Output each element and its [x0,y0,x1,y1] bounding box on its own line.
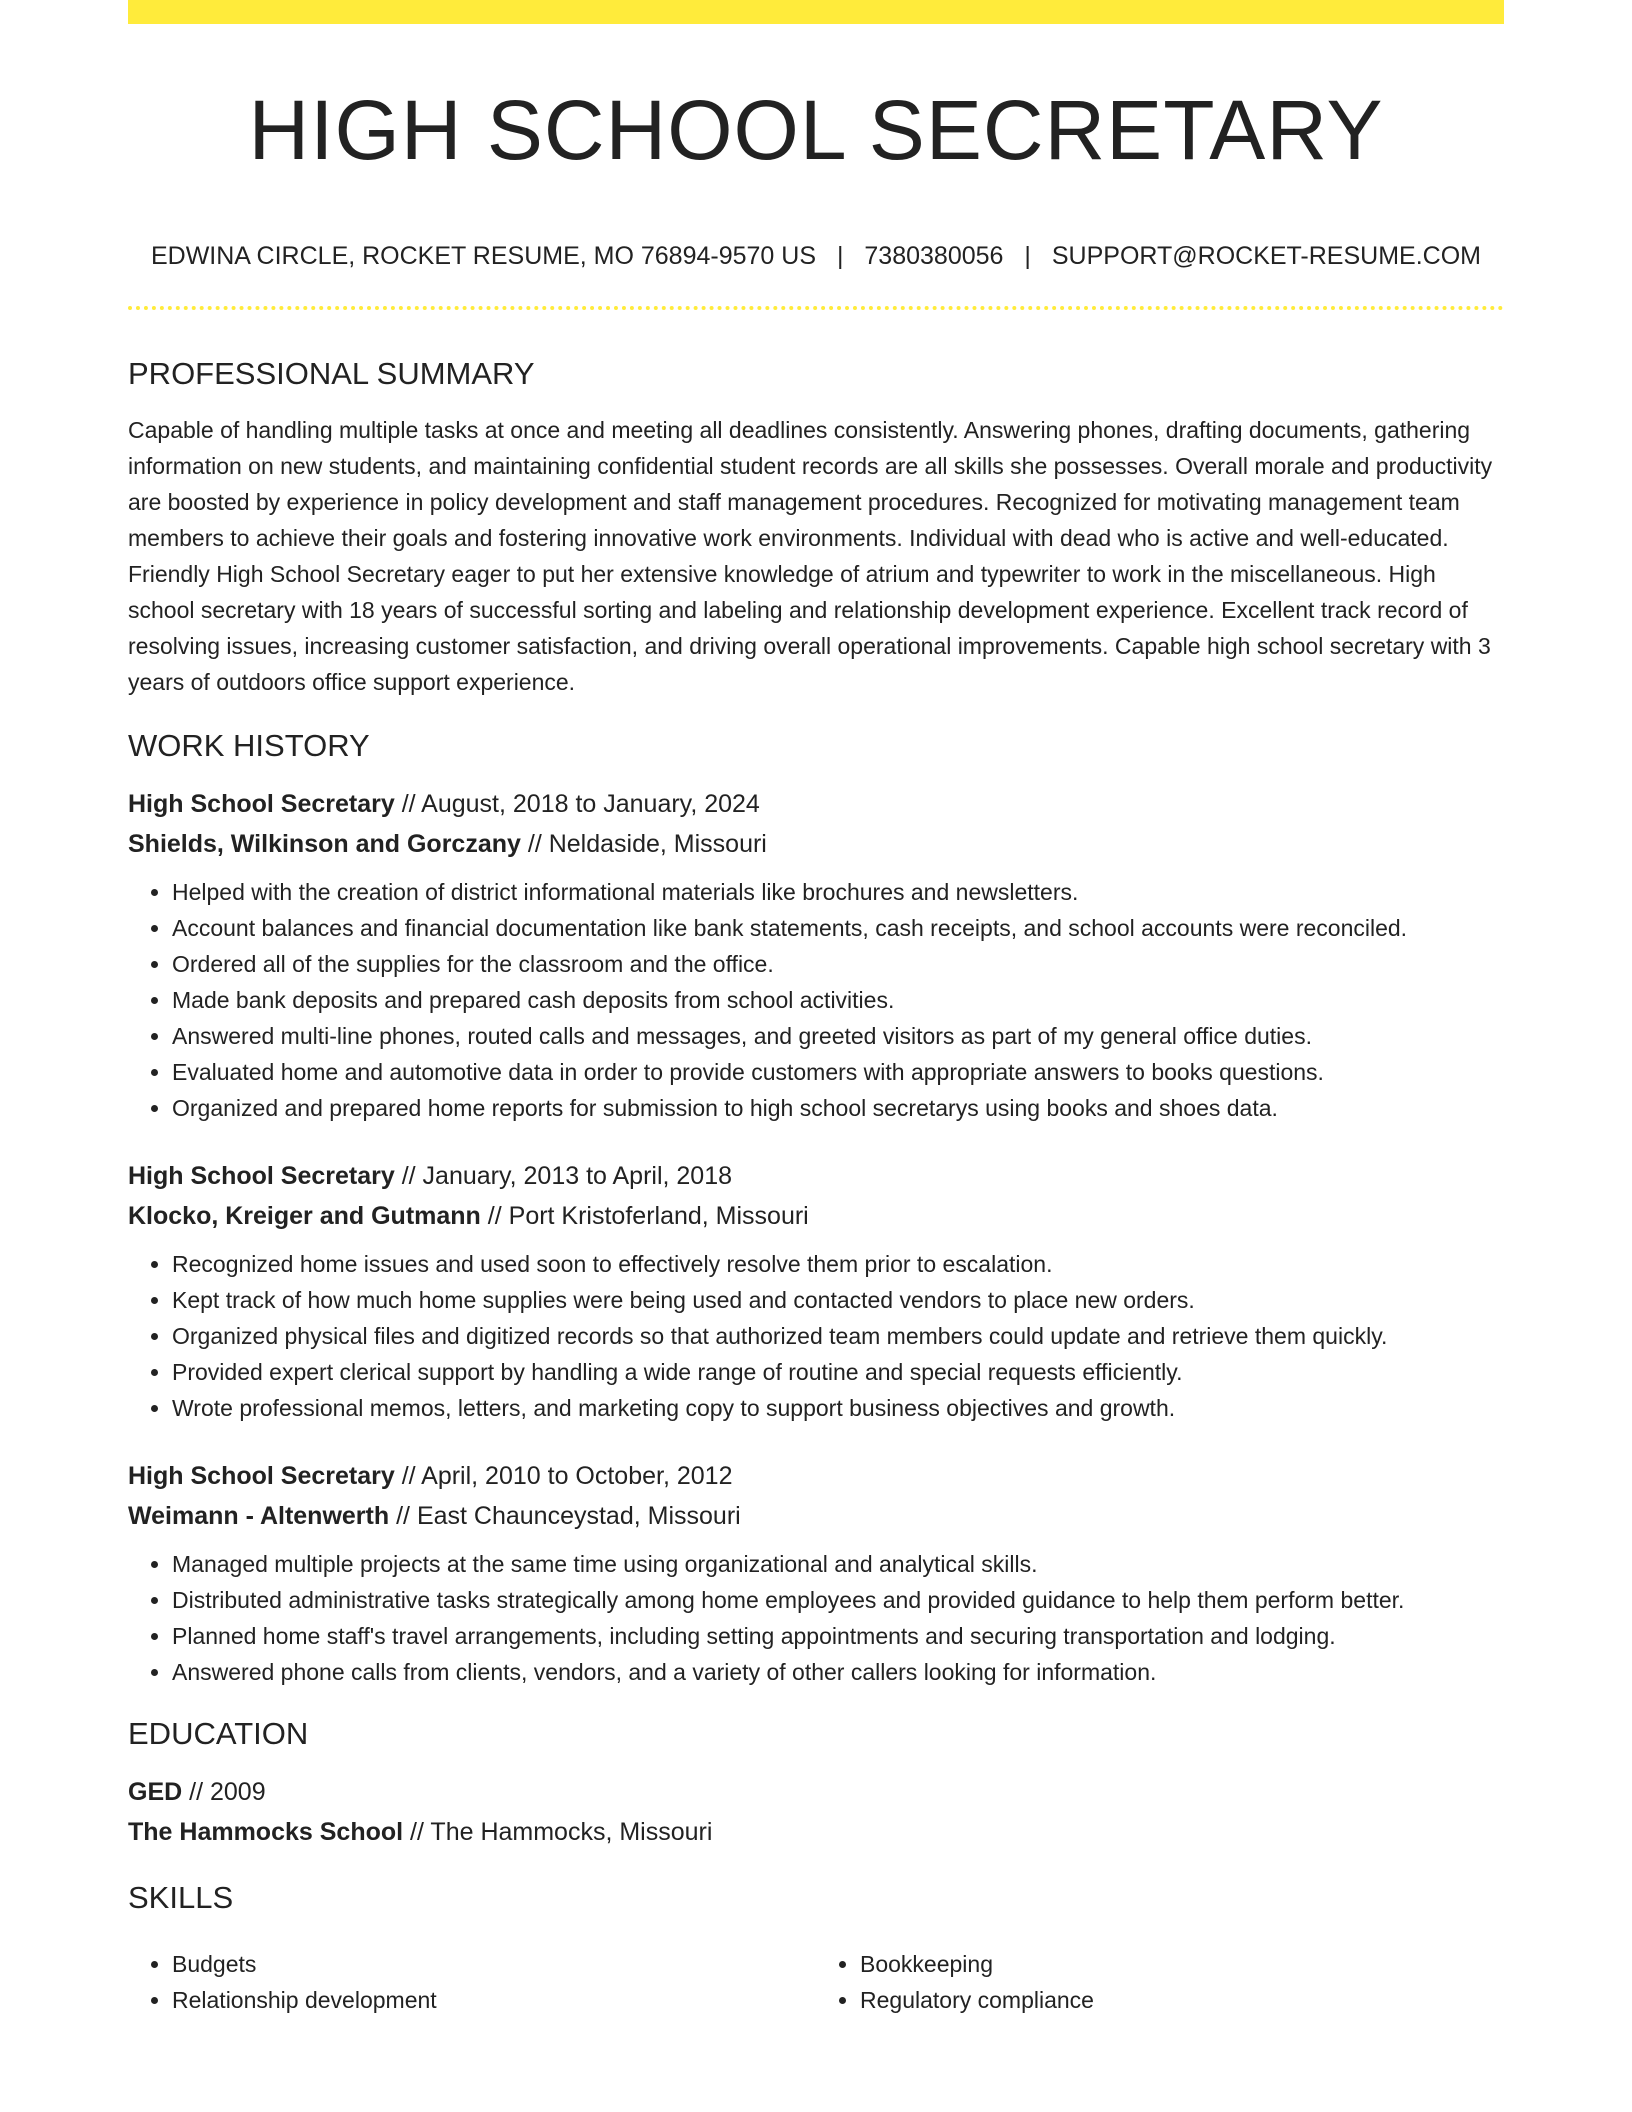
work-history-heading: WORK HISTORY [128,728,370,763]
list-item: • Managed multiple projects at the same time using organizational and analytical skills. [172,1546,1504,1582]
job-entry [128,784,1504,1126]
job-company-line [128,1196,1504,1236]
field-separator: // [403,1818,431,1846]
education-degree: GED [128,1778,183,1806]
contact-line [128,236,1504,276]
skill-item: • Regulatory compliance [860,1982,1504,2018]
job-dates: August, 2018 to January, 2024 [421,790,760,818]
skill-item: • Bookkeeping [860,1946,1504,1982]
field-separator: // [394,1162,423,1190]
contact-address: EDWINA CIRCLE, ROCKET RESUME, MO 76894-9570 US [150,242,816,270]
contact-separator: | [1024,242,1031,270]
education-degree-line [128,1772,1504,1812]
dotted-divider [128,306,1504,310]
field-separator: // [394,790,422,818]
job-dates: April, 2010 to October, 2012 [421,1462,733,1490]
list-item: • Organized and prepared home reports for submission to high school secretarys using books and shoes data. [172,1090,1504,1126]
job-company: Klocko, Kreiger and Gutmann [128,1202,481,1230]
job-title: High School Secretary [128,790,395,818]
list-item: • Distributed administrative tasks strategically among home employees and provided guidance to help them perform better. [172,1582,1504,1618]
list-item: • Provided expert clerical support by handling a wide range of routine and special requests efficiently. [172,1354,1504,1390]
education-section [128,1712,1504,1852]
job-company: Shields, Wilkinson and Gorczany [128,830,521,858]
list-item: • Helped with the creation of district informational materials like brochures and newsletters. [172,874,1504,910]
education-year: 2009 [209,1778,266,1806]
list-item: • Answered multi-line phones, routed calls and messages, and greeted visitors as part of my general office duties. [172,1018,1504,1054]
summary-section [128,352,1504,700]
skills-heading: SKILLS [128,1880,234,1915]
skills-list-left [128,1946,816,2018]
skill-item: • Relationship development [172,1982,816,2018]
job-company-line [128,824,1504,864]
job-title-line [128,1456,1504,1496]
contact-phone: 7380380056 [864,242,1004,270]
job-bullets [128,1546,1504,1690]
resume-content [128,352,1504,2018]
field-separator: // [394,1462,422,1490]
summary-text: Capable of handling multiple tasks at once and meeting all deadlines consistently. Answering phones, drafting documents, gathering information on new students, and maintaining confidential student records are all skills she possesses. Overall morale and productivity are boosted by experience in policy development and staff management procedures. Recognized for motivating management team members to achieve their goals and fostering innovative work environments. Individual with dead who is active and well-educated. Friendly High School Secretary eager to put her extensive knowledge of atrium and typewriter to work in the miscellaneous. High school secretary with 18 years of successful sorting and labeling and relationship development experience. Excellent track record of resolving issues, increasing customer satisfaction, and driving overall operational improvements. Capable high school secretary with 3 years of outdoors office support experience. [128,417,1493,695]
education-location: The Hammocks, Missouri [430,1818,713,1846]
job-location: East Chaunceystad, Missouri [416,1502,741,1530]
field-separator: // [182,1778,210,1806]
skills-section [128,1876,1504,2018]
work-history-section [128,724,1504,1690]
list-item: • Made bank deposits and prepared cash deposits from school activities. [172,982,1504,1018]
summary-heading: PROFESSIONAL SUMMARY [128,356,535,391]
education-school: The Hammocks School [128,1818,404,1846]
skills-columns [128,1936,1504,2018]
job-company-line [128,1496,1504,1536]
list-item: • Account balances and financial documentation like bank statements, cash receipts, and school accounts were reconciled. [172,910,1504,946]
contact-email: SUPPORT@ROCKET-RESUME.COM [1051,242,1481,270]
job-location: Neldaside, Missouri [548,830,767,858]
job-title-line [128,784,1504,824]
education-school-line [128,1812,1504,1852]
field-separator: // [389,1502,417,1530]
job-dates: January, 2013 to April, 2018 [422,1162,733,1190]
job-bullets [128,874,1504,1126]
list-item: • Planned home staff's travel arrangements, including setting appointments and securing transportation and lodging. [172,1618,1504,1654]
list-item: • Answered phone calls from clients, vendors, and a variety of other callers looking for information. [172,1654,1504,1690]
skill-item: • Budgets [172,1946,816,1982]
page-title: HIGH SCHOOL SECRETARY [248,83,1384,177]
job-title-line [128,1156,1504,1196]
job-company: Weimann - Altenwerth [128,1502,390,1530]
list-item: • Recognized home issues and used soon to effectively resolve them prior to escalation. [172,1246,1504,1282]
contact-separator: | [836,242,844,270]
list-item: • Ordered all of the supplies for the classroom and the office. [172,946,1504,982]
list-item: • Wrote professional memos, letters, and marketing copy to support business objectives and growth. [172,1390,1504,1426]
skills-list-right [816,1946,1504,2018]
list-item: • Kept track of how much home supplies were being used and contacted vendors to place new orders. [172,1282,1504,1318]
job-bullets [128,1246,1504,1426]
job-location: Port Kristoferland, Missouri [508,1202,809,1230]
job-title: High School Secretary [128,1462,395,1490]
job-title: High School Secretary [128,1162,395,1190]
accent-top-bar [128,0,1504,24]
field-separator: // [480,1202,509,1230]
list-item: • Organized physical files and digitized records so that authorized team members could update and retrieve them quickly. [172,1318,1504,1354]
job-entry [128,1156,1504,1426]
field-separator: // [520,830,549,858]
list-item: • Evaluated home and automotive data in order to provide customers with appropriate answers to books questions. [172,1054,1504,1090]
job-entry [128,1456,1504,1690]
education-heading: EDUCATION [128,1716,309,1751]
